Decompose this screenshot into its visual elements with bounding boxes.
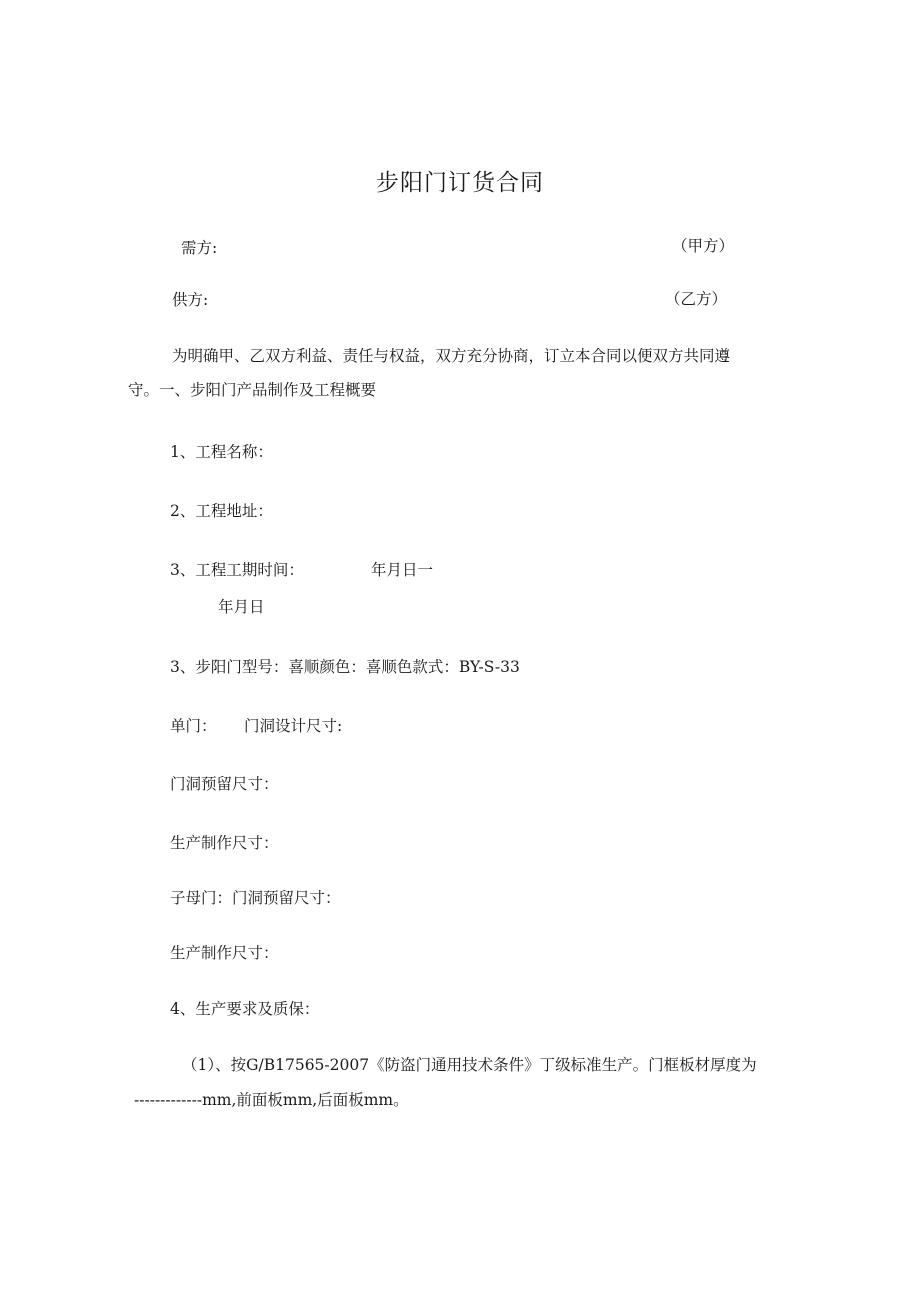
single-door-reserved-size: 门洞预留尺寸： [170,775,279,793]
single-door-production-size: 生产制作尺寸： [170,834,279,852]
project-address-label: 2、工程地址： [170,502,273,520]
project-period-label: 3、工程工期时间： [170,561,304,579]
single-door-design-size: 门洞设计尺寸: [244,717,343,735]
party-a-label: 需方: [181,239,218,257]
document-title: 步阳门订货合同 [376,170,544,196]
party-b-label: 供方: [172,291,209,309]
production-requirements-heading: 4、生产要求及质保： [170,1000,320,1018]
door-model-line: 3、步阳门型号：喜顺颜色：喜顺色款式：BY-S-33 [170,658,520,676]
intro-line-1: 为明确甲、乙双方利益、责任与权益，双方充分协商，订立本合同以便双方共同遵 [172,347,731,365]
clause-1-line-2: -------------mm,前面板mm,后面板mm。 [134,1091,409,1109]
single-door-label: 单门： [170,717,217,735]
project-period-start: 年月日一 [371,561,434,579]
party-b-role: （乙方） [665,290,728,308]
clause-1-line-1: （1）、按G/B17565-2007《防盗门通用技术条件》丁级标准生产。门框板材厚度为 [182,1056,757,1074]
project-name-label: 1、工程名称： [170,443,273,461]
intro-line-2: 守。一、步阳门产品制作及工程概要 [128,381,377,399]
double-door-production-size: 生产制作尺寸： [170,944,279,962]
party-a-role: （甲方） [672,237,735,255]
project-period-end: 年月日 [218,598,265,616]
double-door-reserved-size: 子母门：门洞预留尺寸： [170,889,341,907]
